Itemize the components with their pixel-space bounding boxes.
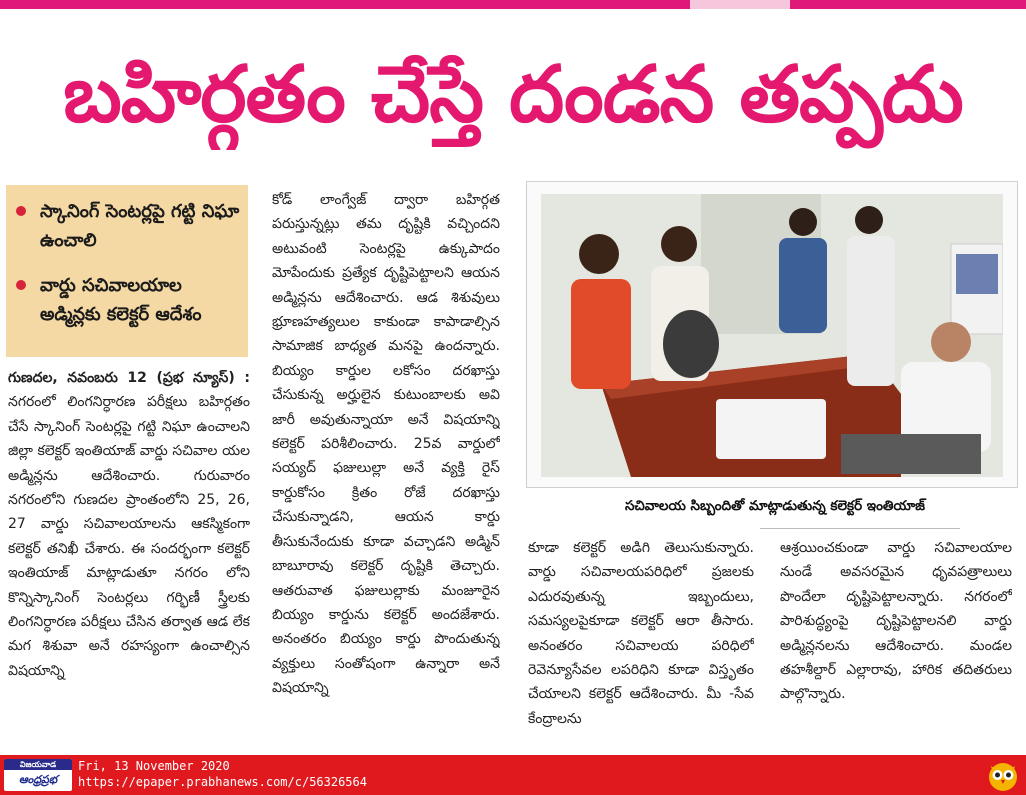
top-band-accent	[690, 0, 790, 9]
article-text: కూడా కలెక్టర్ అడిగి తెలుసుకున్నారు. వార్డు సచివాలయపరిధిలో ప్రజలకు ఎదురవుతున్న ఇబ్బందులు, సమస్యలపైకూడా కలెక్టర్ ఆరా తీసారు. అనంతరం సచివాలయ పరిధిలో రెవెన్యూసేవల లపరిధిని కూడా విస్తృతం చేయాలని కలెక్టర్ ఆదేశించారు. మీ -సేవ కేంద్రాలను	[528, 540, 754, 727]
highlights-box	[6, 185, 248, 357]
top-color-band	[0, 0, 1026, 9]
dateline: గుణదల, నవంబరు 12 (ప్రభ న్యూస్) :	[8, 370, 250, 386]
edition-label: విజయవాడ	[4, 759, 72, 770]
article-column-3	[528, 536, 754, 736]
footer-meta	[78, 758, 367, 790]
headline: బహిర్గతం చేస్తే దండన తప్పదు	[63, 50, 963, 140]
photo-illustration	[541, 194, 1003, 477]
caption-divider	[760, 528, 960, 529]
owl-mascot-icon	[986, 758, 1020, 792]
publication-date: Fri, 13 November 2020	[78, 759, 230, 773]
epaper-url[interactable]: https://epaper.prabhanews.com/c/56326564	[78, 775, 367, 789]
article-column-4	[780, 536, 1012, 736]
news-photo	[541, 194, 1003, 477]
highlight-item	[16, 271, 240, 329]
bullet-icon	[16, 280, 26, 290]
newspaper-logo[interactable]	[4, 759, 72, 791]
photo-caption: సచివాలయ సిబ్బందితో మాట్లాడుతున్న కలెక్టర్ ఇంతియాజ్	[624, 498, 926, 514]
bullet-icon	[16, 206, 26, 216]
highlight-item	[16, 197, 240, 255]
highlight-text: స్కానింగ్ సెంటర్లపై గట్టి నిఘా ఉంచాలి	[40, 201, 240, 251]
news-photo-frame	[526, 181, 1018, 488]
article-text: నగరంలో లింగనిర్ధారణ పరీక్షలు బహిర్గతం చేసే స్కానింగ్ సెంటర్లపై గట్టి నిఘా ఉంచాలని జిల్లా కలెక్టర్ ఇంతియాజ్ వార్డు సచివాల యల అడ్మిన్లను ఆదేశించారు. గురువారం నగరంలోని గుణదల ప్రాంతంలోని 25, 26, 27 వార్డు సచివాలయాలను ఆకస్మికంగా కలెక్టర్ తనిఖీ చేశారు. ఈ సందర్భంగా కలెక్టర్ ఇంతియాజ్ మాట్లాడుతూ నగరం లోని కొన్నిస్కానింగ్ సెంటర్లలు గర్భిణీ స్త్రీలకు లింగనిర్ధారణ పరీక్షలు చేసిన తర్వాత ఆడ లేక మగ శిశువా అనే రహస్యంగా ఉంచాల్సిన విషయాన్ని	[8, 394, 250, 679]
article-column-2	[272, 188, 500, 743]
article-column-1	[8, 366, 250, 738]
masthead-logo: ఆంధ్రప్రభ	[18, 773, 58, 786]
article-text: కోడ్ లాంగ్వేజ్ ద్వారా బహిర్గత పరుస్తున్నట్లు తమ దృష్టికి వచ్చిందని అటువంటి సెంటర్లపై ఉక్కుపాదం మోపేందుకు ప్రత్యేక దృష్టిపెట్టాలని ఆయన అడ్మిన్లను ఆదేశించారు. ఆడ శిశువులు భ్రూణహత్యలుల కాకుండా కాపాడాల్సిన సామాజిక బాధ్యత మనపై ఉందన్నారు. బియ్యం కార్డుల లకోసం దరఖాస్తు చేసుకున్న అర్హులైన కుటుంబాలకు అవి జారీ అవుతున్నాయా అనే విషయాన్ని కలెక్టర్ పరిశీలించారు. 25వ వార్డులో సయ్యద్ ఫజులుల్లా అనే వ్యక్తి రైస్ కార్డుకోసం క్రితం రోజే దరఖాస్తు చేసుకున్నాడని, ఆయన కార్డు తీసుకునేందుకు కూడా వచ్చాడని అడ్మిన్ బాబూరావు కలెక్టర్ దృష్టికి తెచ్చారు. ఆతరువాత ఫజులుల్లాకు మంజూరైన బియ్యం కార్డును కలెక్టర్ అందజేశారు. అనంతరం బియ్యం కార్డు పొందుతున్న వ్యక్తులు సంతోషంగా ఉన్నారా అనే విషయాన్ని	[272, 192, 500, 697]
article-text: ఆశ్రయించకుండా వార్డు సచివాలయాల నుండే అవసరమైన ధృవపత్రాలులు పొందేలా దృష్టిపెట్టాలన్నారు. నగరంలో పారిశుద్ధ్యంపై దృష్టిపెట్టాలనలి వార్డు అడ్మిన్లనలను ఆదేశించారు. మండల తహశీల్దార్ ఎల్లారావు, హారిక తదితరులు పాల్గొన్నారు.	[780, 540, 1012, 703]
highlight-text: వార్డు సచివాలయాల అడ్మిన్లకు కలెక్టర్ ఆదేశం	[40, 275, 202, 325]
